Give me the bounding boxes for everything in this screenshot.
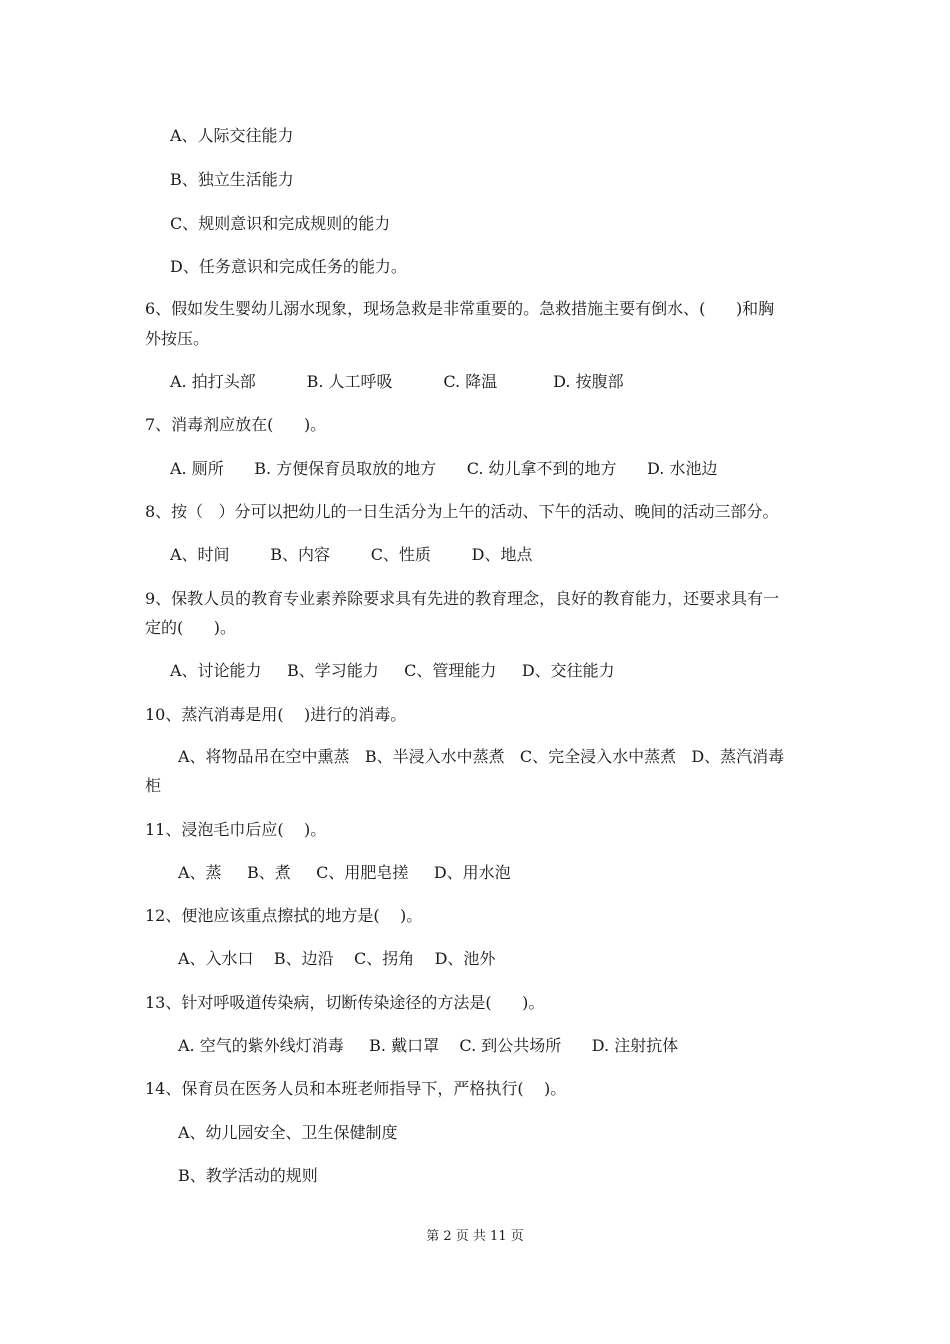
q11-text: 11、浸泡毛巾后应( )。	[145, 820, 327, 839]
q10-options-line2: 柜	[145, 776, 162, 795]
q5-option-d: D、任务意识和完成任务的能力。	[170, 257, 407, 276]
q12-text: 12、便池应该重点擦拭的地方是( )。	[145, 906, 423, 925]
q14-option-b: B、教学活动的规则	[178, 1166, 318, 1185]
q7-text: 7、消毒剂应放在( )。	[145, 415, 327, 434]
q10-options-line1: A、将物品吊在空中熏蒸 B、半浸入水中蒸煮 C、完全浸入水中蒸煮 D、蒸汽消毒	[178, 747, 785, 766]
q7-options: A. 厕所 B. 方便保育员取放的地方 C. 幼儿拿不到的地方 D. 水池边	[170, 459, 718, 478]
q6-text-line1: 6、假如发生婴幼儿溺水现象，现场急救是非常重要的。急救措施主要有倒水、( )和胸	[145, 299, 775, 318]
q13-text: 13、针对呼吸道传染病，切断传染途径的方法是( )。	[145, 993, 545, 1012]
q11-options: A、蒸 B、煮 C、用肥皂搓 D、用水泡	[178, 863, 511, 882]
q9-text-line2: 定的( )。	[145, 618, 237, 637]
q9-options: A、讨论能力 B、学习能力 C、管理能力 D、交往能力	[170, 661, 615, 680]
q8-text: 8、按（ ）分可以把幼儿的一日生活分为上午的活动、下午的活动、晚间的活动三部分。	[145, 502, 779, 521]
q8-options: A、时间 B、内容 C、性质 D、地点	[170, 545, 533, 564]
q5-option-b: B、独立生活能力	[170, 170, 294, 189]
q14-option-a: A、幼儿园安全、卫生保健制度	[178, 1123, 398, 1142]
page-footer: 第 2 页 共 11 页	[426, 1229, 524, 1244]
q10-text: 10、蒸汽消毒是用( )进行的消毒。	[145, 705, 407, 724]
q5-option-a: A、人际交往能力	[170, 126, 294, 145]
q12-options: A、入水口 B、边沿 C、拐角 D、池外	[178, 949, 496, 968]
q6-options: A. 拍打头部 B. 人工呼吸 C. 降温 D. 按腹部	[170, 372, 624, 391]
q6-text-line2: 外按压。	[145, 329, 210, 348]
q5-option-c: C、规则意识和完成规则的能力	[170, 214, 391, 233]
q14-text: 14、保育员在医务人员和本班老师指导下，严格执行( )。	[145, 1079, 567, 1098]
q13-options: A. 空气的紫外线灯消毒 B. 戴口罩 C. 到公共场所 D. 注射抗体	[178, 1036, 679, 1055]
q9-text-line1: 9、保教人员的教育专业素养除要求具有先进的教育理念，良好的教育能力，还要求具有一	[145, 589, 780, 608]
